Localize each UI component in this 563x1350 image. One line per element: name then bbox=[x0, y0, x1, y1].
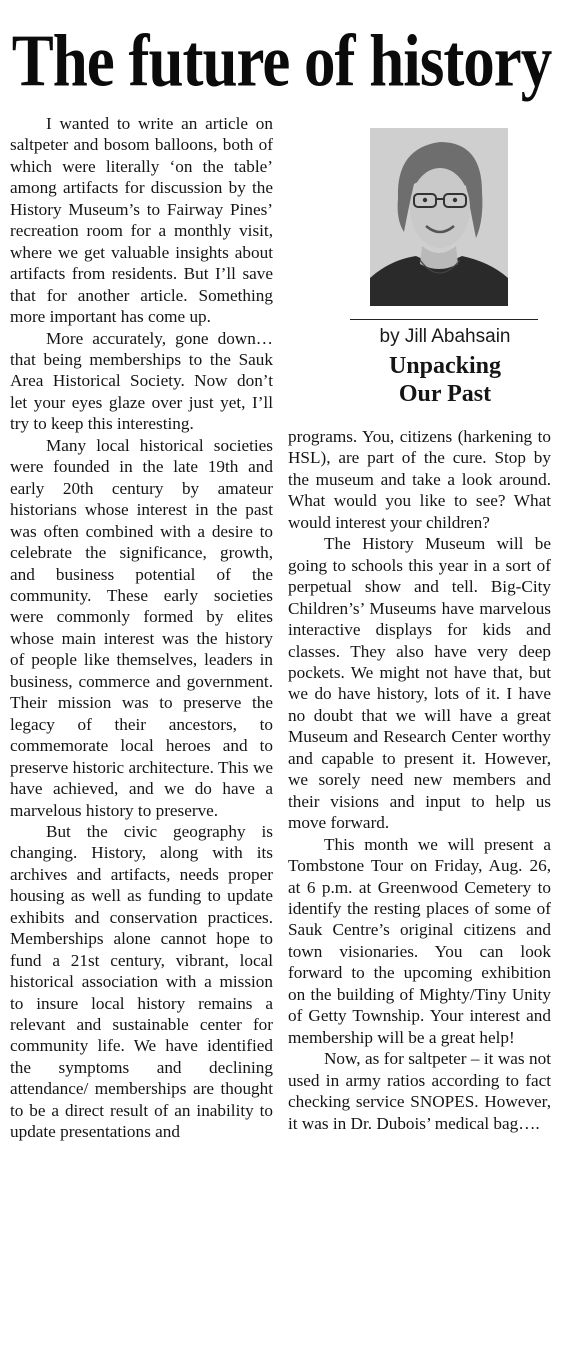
article-column-right bbox=[288, 426, 551, 1134]
paragraph: The History Museum will be going to schools this year in a sort of perpetual show and tell. Big-City Children’s’ Museums have marvelous interactive displays for kids and classes. They also have very deep pockets. We might not have that, but we do have history, lots of it. I have no doubt that we will have a great Museum and Research Center worthy and capable to present it. However, we sorely need new members and their visions and input to help us move forward. bbox=[288, 534, 551, 833]
paragraph: I wanted to write an article on saltpeter and bosom balloons, both of which were literally ‘on the table’ among artifacts for discussion by the History Museum’s to Fairway Pines’ recreation room for a monthly visit, where we get valuable insights about artifacts from residents. But I’ll save that for another article. Something more important has come up. bbox=[10, 114, 273, 327]
byline-divider bbox=[350, 319, 538, 320]
paragraph: Now, as for saltpeter – it was not used in army ratios according to fact checking service SNOPES. However, it was in Dr. Dubois’ medical bag…. bbox=[288, 1049, 551, 1133]
column-title bbox=[340, 352, 550, 408]
portrait-photo-icon bbox=[370, 128, 508, 306]
headline: The future of history bbox=[11, 19, 552, 102]
column-title-line: Unpacking bbox=[388, 353, 502, 379]
paragraph: Many local historical societies were founded in the late 19th and early 20th century by amateur historians whose interest in the past was often combined with a desire to celebrate the significance, growth, and business potential of the community. These early societies were commonly formed by elites whose main interest was the history of people like themselves, leaders in business, commerce and government. Their mission was to preserve the legacy of their ancestors, to commemorate local heroes and to preserve historic architecture. This we have achieved, and we do have a marvelous history to preserve. bbox=[10, 435, 273, 820]
article-column-left bbox=[10, 113, 273, 1143]
author-byline: by Jill Abahsain bbox=[379, 326, 511, 347]
paragraph: programs. You, citizens (harkening to HSL), are part of the cure. Stop by the museum and take a look around. What would you like to see? What would interest your children? bbox=[288, 427, 551, 532]
paragraph: This month we will present a Tombstone Tour on Friday, Aug. 26, at 6 p.m. at Greenwood Cemetery to identify the resting places of some of Sauk Centre’s original citizens and town visionaries. You can look forward to the upcoming exhibition on the building of Mighty/Tiny Unity of Getty Township. Your interest and membership will be a great help! bbox=[288, 834, 551, 1047]
paragraph: More accurately, gone down…that being memberships to the Sauk Area Historical Society. Now don’t let your eyes glaze over just yet, I’ll try to keep this interesting. bbox=[10, 328, 273, 434]
author-photo bbox=[370, 128, 508, 306]
paragraph: But the civic geography is changing. History, along with its archives and artifacts, needs proper housing as well as funding to update exhibits and conservation practices. Memberships alone cannot hope to fund a 21st century, vibrant, local historical association with a mission to insure local history remains a relevant and sustainable center for community life. We have identified the symptoms and declining attendance/ memberships are thought to be a direct result of an inability to update presentations and bbox=[10, 821, 273, 1142]
column-title-line: Our Past bbox=[398, 381, 492, 407]
